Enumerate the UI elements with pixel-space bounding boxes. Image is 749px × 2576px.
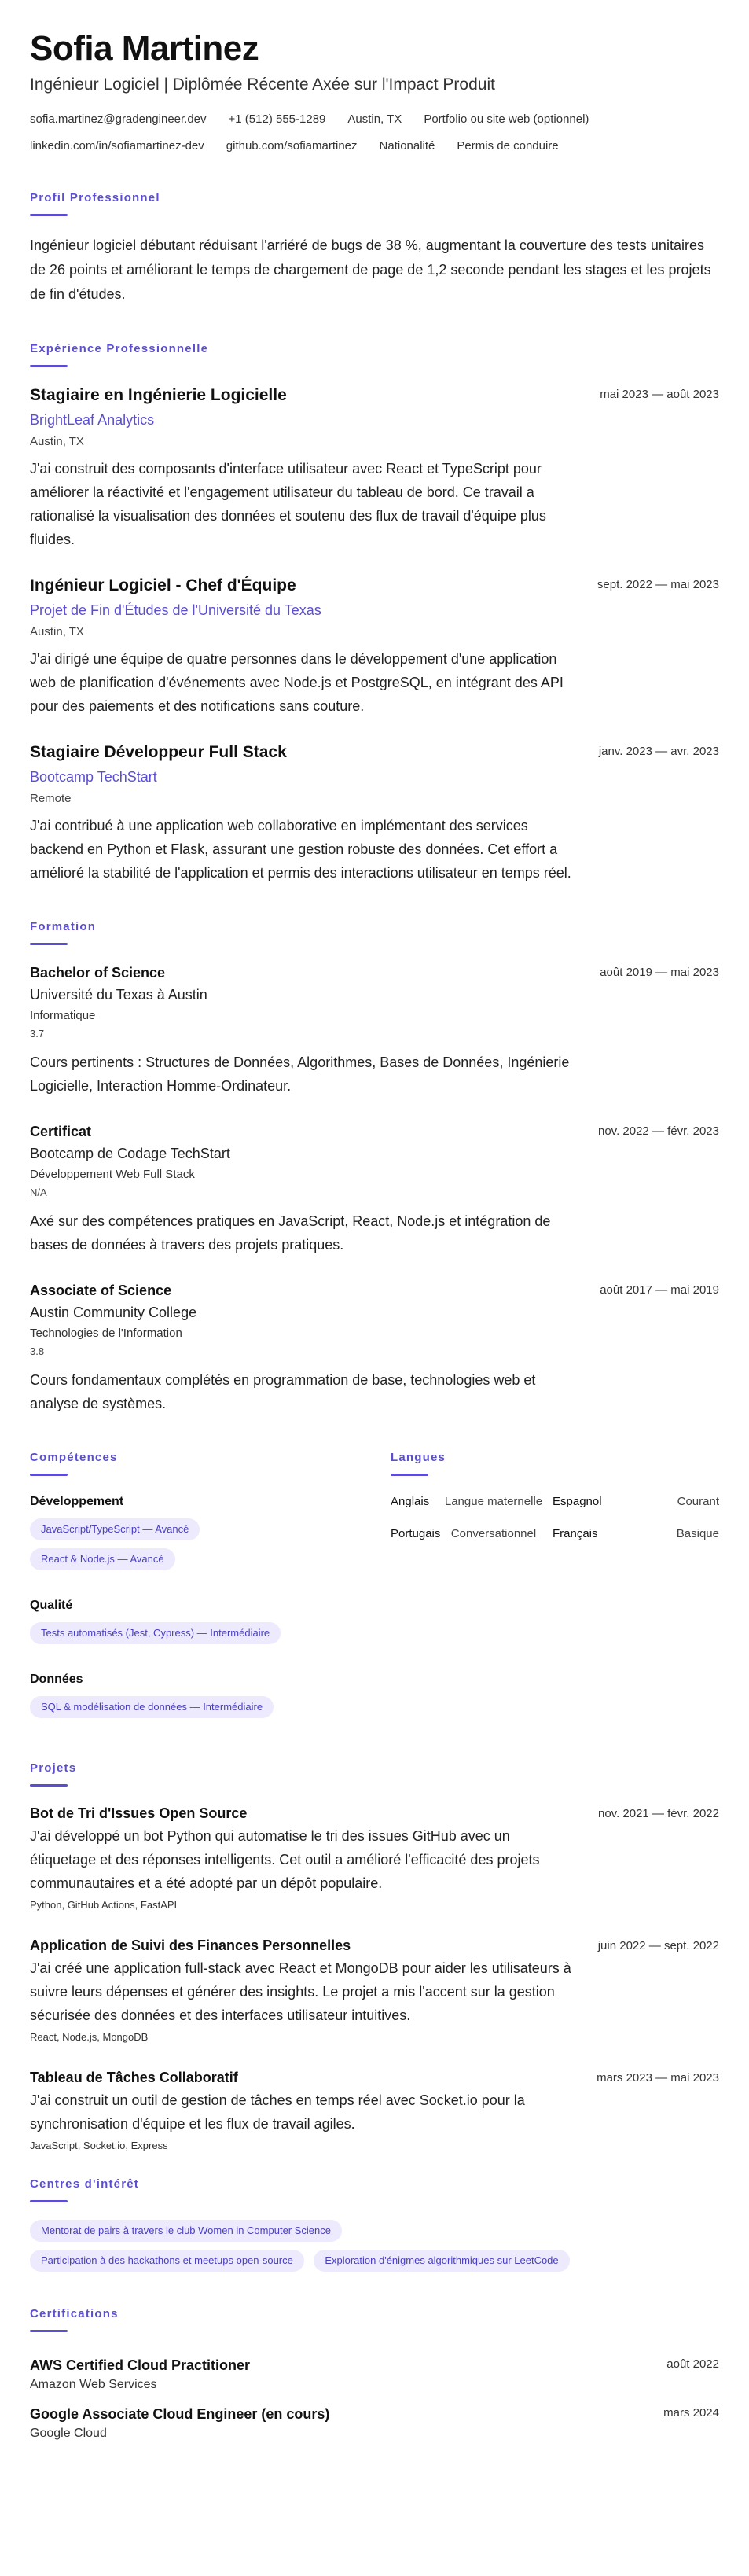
experience-title: Ingénieur Logiciel - Chef d'Équipe [30,576,296,594]
project-entry [30,2068,719,2153]
project-dates: juin 2022 — sept. 2022 [597,1939,719,1952]
experience-title: Stagiaire en Ingénierie Logicielle [30,386,287,404]
section-divider [30,365,68,367]
interest-pill: Mentorat de pairs à travers le club Women in Computer Science [30,2220,342,2242]
section-divider [30,943,68,945]
experience-company: Bootcamp TechStart [30,769,157,785]
section-title-profile: Profil Professionnel [30,191,160,204]
section-divider [30,214,68,216]
candidate-headline: Ingénieur Logiciel | Diplômée Récente Axée sur l'Impact Produit [30,75,495,94]
section-title-interests: Centres d'intérêt [30,2177,139,2191]
contact-linkedin[interactable]: linkedin.com/in/sofiamartinez-dev [30,139,204,153]
project-tech: Python, GitHub Actions, FastAPI [30,1899,178,1911]
education-dates: août 2017 — mai 2019 [600,1283,719,1297]
education-dates: nov. 2022 — févr. 2023 [598,1124,719,1138]
certification-name: Google Associate Cloud Engineer (en cours) [30,2406,330,2422]
education-degree: Certificat [30,1124,92,1139]
experience-description: J'ai construit des composants d'interface utilisateur avec React et TypeScript pour améliorer la réactivité et l'engagement utilisateur du tableau de bord. Ce travail a rationalisé la visualisation des données et soutenu des flux de travail d'équipe plus fluides. [30,461,546,547]
experience-description: J'ai dirigé une équipe de quatre personnes dans le développement d'une application web de planification d'événements avec Node.js et PostgreSQL, en intégrant des API pour des paiements et des notifications sans couture. [30,651,564,714]
experience-title: Stagiaire Développeur Full Stack [30,743,287,761]
experience-dates: mai 2023 — août 2023 [600,388,719,401]
education-description: Axé sur des compétences pratiques en JavaScript, React, Node.js et intégration de bases de données à travers des projets pratiques. [30,1213,551,1253]
education-school: Austin Community College [30,1305,197,1320]
contact-nationality: Nationalité [379,139,435,153]
profile-section [30,190,719,307]
skill-group [30,1493,360,1578]
interest-pill: Exploration d'énigmes algorithmiques sur LeetCode [314,2250,569,2272]
education-gpa: N/A [30,1187,47,1198]
education-field: Technologies de l'Information [30,1327,182,1340]
contact-email[interactable]: sofia.martinez@gradengineer.dev [30,112,207,126]
experience-company: BrightLeaf Analytics [30,412,155,428]
skill-group-title: Données [30,1673,83,1686]
project-title: Application de Suivi des Finances Personnelles [30,1938,351,1953]
languages-list [391,1493,719,1542]
section-divider [30,1784,68,1787]
interest-pill: Participation à des hackathons et meetups open-source [30,2250,304,2272]
experience-entry [30,575,719,718]
section-title-projects: Projets [30,1761,77,1775]
education-school: Bootcamp de Codage TechStart [30,1146,230,1161]
project-entry [30,1936,719,2044]
certifications-section [30,2306,719,2442]
section-divider [30,2200,68,2202]
interests-section [30,2177,719,2280]
skill-group-title: Qualité [30,1599,73,1612]
language-level: Basique [676,1527,719,1540]
certification-entry [30,2405,719,2442]
project-dates: mars 2023 — mai 2023 [597,2071,719,2085]
education-entry [30,1280,719,1415]
education-description: Cours pertinents : Structures de Données, Algorithmes, Bases de Données, Ingénierie Logicielle, Interaction Homme-Ordinateur. [30,1054,570,1094]
language-name: Espagnol [553,1495,602,1508]
project-tech: JavaScript, Socket.io, Express [30,2140,168,2151]
experience-entry [30,742,719,885]
skill-pill: SQL & modélisation de données — Intermédiaire [30,1696,274,1718]
project-tech: React, Node.js, MongoDB [30,2031,149,2043]
certification-date: août 2022 [666,2357,719,2371]
skill-pill: JavaScript/TypeScript — Avancé [30,1518,200,1540]
certification-entry [30,2356,719,2394]
project-title: Tableau de Tâches Collaboratif [30,2070,238,2085]
projects-section [30,1761,719,2153]
certification-issuer: Amazon Web Services [30,2378,157,2391]
language-level: Conversationnel [450,1527,537,1540]
education-gpa: 3.7 [30,1028,45,1040]
section-divider [30,1474,68,1476]
skills-languages-row [30,1450,719,1745]
experience-location: Remote [30,792,72,805]
contact-driving-license: Permis de conduire [457,139,559,153]
education-degree: Bachelor of Science [30,965,166,981]
section-title-skills: Compétences [30,1451,118,1464]
language-name: Anglais [391,1495,430,1508]
experience-company: Projet de Fin d'Études de l'Université du Texas [30,602,321,618]
education-entry [30,1121,719,1257]
interests-list [30,2220,719,2280]
contact-github[interactable]: github.com/sofiamartinez [226,139,358,153]
section-title-languages: Langues [391,1451,446,1464]
section-divider [391,1474,428,1476]
languages-section [391,1450,719,1745]
project-description: J'ai développé un bot Python qui automatise le tri des issues GitHub avec un étiquetage et des réponses intelligents. Cet outil a amélioré l'efficacité des projets communautaires et a été adopté par un dépôt populaire. [30,1828,540,1891]
experience-entry [30,385,719,551]
project-description: J'ai créé une application full-stack avec React et MongoDB pour aider les utilisateurs à suivre leurs dépenses et générer des insights. Le projet a mis l'accent sur la gestion sécurisée des données et des interfaces utilisateur intuitives. [30,1960,571,2023]
education-section [30,919,719,1415]
candidate-name: Sofia Martinez [30,29,259,68]
certification-issuer: Google Cloud [30,2427,107,2440]
education-gpa: 3.8 [30,1345,45,1357]
language-name: Portugais [391,1527,441,1540]
experience-location: Austin, TX [30,435,84,448]
education-school: Université du Texas à Austin [30,987,207,1003]
section-divider [30,2330,68,2332]
skill-group [30,1597,360,1652]
language-name: Français [553,1527,598,1540]
certification-date: mars 2024 [663,2406,719,2420]
experience-location: Austin, TX [30,625,84,638]
contact-location: Austin, TX [347,112,402,126]
resume-header [30,28,719,156]
certification-name: AWS Certified Cloud Practitioner [30,2357,251,2373]
language-level: Langue maternelle [444,1495,543,1508]
skill-pill: React & Node.js — Avancé [30,1548,175,1570]
education-field: Informatique [30,1009,96,1022]
experience-dates: janv. 2023 — avr. 2023 [598,745,719,758]
contact-phone[interactable]: +1 (512) 555-1289 [228,112,326,126]
experience-section [30,341,719,885]
education-degree: Associate of Science [30,1282,172,1298]
section-title-experience: Expérience Professionnelle [30,342,209,355]
education-dates: août 2019 — mai 2023 [600,966,719,979]
skills-section [30,1450,360,1745]
skill-group [30,1671,360,1726]
section-title-education: Formation [30,920,97,933]
contact-portfolio[interactable]: Portfolio ou site web (optionnel) [424,112,589,126]
language-level: Courant [677,1495,719,1508]
experience-description: J'ai contribué à une application web collaborative en implémentant des services backend en Python et Flask, assurant une gestion robuste des données. Cet effort a amélioré la stabilité de l'application et permis des interactions utilisateur en temps réel. [30,818,571,881]
education-description: Cours fondamentaux complétés en programmation de base, technologies web et analyse de systèmes. [30,1372,536,1411]
project-title: Bot de Tri d'Issues Open Source [30,1805,248,1821]
project-entry [30,1804,719,1912]
experience-dates: sept. 2022 — mai 2023 [597,578,719,591]
project-dates: nov. 2021 — févr. 2022 [598,1807,719,1820]
profile-summary: Ingénieur logiciel débutant réduisant l'arriéré de bugs de 38 %, augmentant la couverture des tests unitaires de 26 points et améliorant le temps de chargement de page de 1,2 seconde pendant les stages et les projets de fin d'études. [30,237,711,302]
skill-pill: Tests automatisés (Jest, Cypress) — Intermédiaire [30,1622,281,1644]
education-entry [30,962,719,1098]
education-field: Développement Web Full Stack [30,1168,195,1181]
skill-group-title: Développement [30,1495,124,1508]
project-description: J'ai construit un outil de gestion de tâches en temps réel avec Socket.io pour la synchronisation d'équipe et les flux de travail agiles. [30,2092,525,2132]
contact-list [30,110,719,156]
section-title-certifications: Certifications [30,2307,119,2320]
